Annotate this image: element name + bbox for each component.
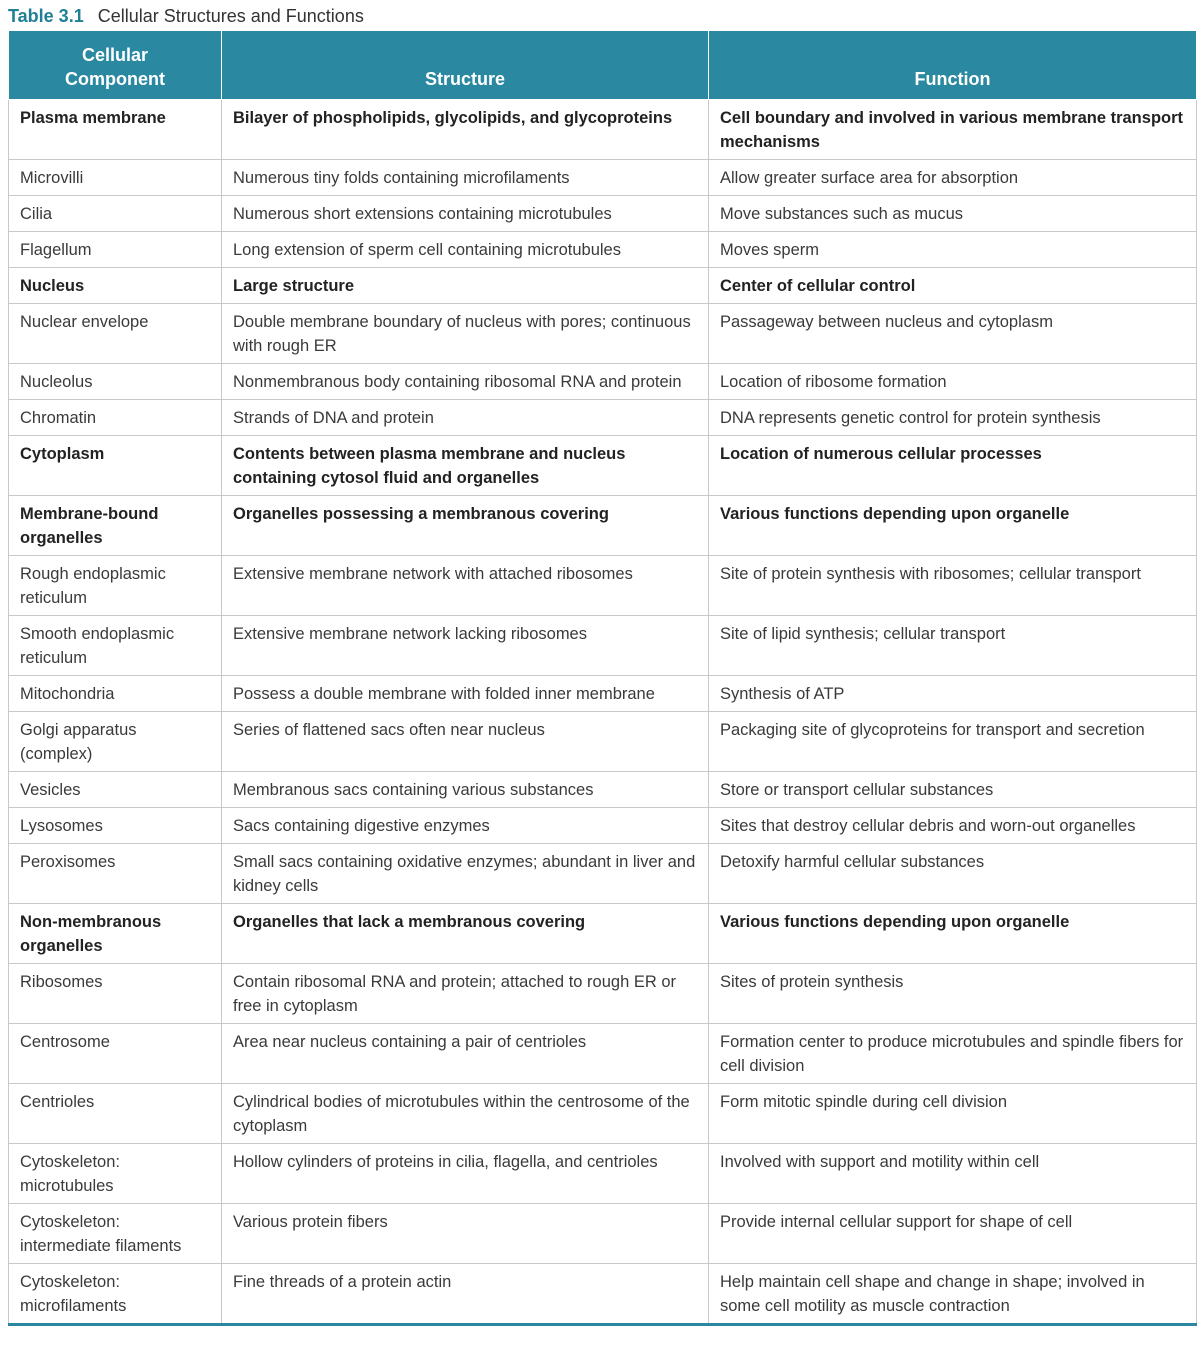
cell-structure: Extensive membrane network lacking ribosomes bbox=[222, 615, 709, 675]
cell-component: Cytoplasm bbox=[9, 435, 222, 495]
table-body bbox=[9, 99, 1197, 1324]
cell-structure: Organelles that lack a membranous covering bbox=[222, 903, 709, 963]
cell-structure: Membranous sacs containing various substances bbox=[222, 771, 709, 807]
cell-function: Formation center to produce microtubules and spindle fibers for cell division bbox=[709, 1023, 1197, 1083]
cell-component: Nucleus bbox=[9, 267, 222, 303]
cell-structure: Small sacs containing oxidative enzymes; abundant in liver and kidney cells bbox=[222, 843, 709, 903]
cell-structures-table bbox=[8, 31, 1197, 1326]
cell-function: Center of cellular control bbox=[709, 267, 1197, 303]
table-row bbox=[9, 903, 1197, 963]
cell-structure: Fine threads of a protein actin bbox=[222, 1263, 709, 1324]
cell-function: Moves sperm bbox=[709, 231, 1197, 267]
cell-component: Centrosome bbox=[9, 1023, 222, 1083]
cell-structure: Hollow cylinders of proteins in cilia, flagella, and centrioles bbox=[222, 1143, 709, 1203]
cell-structure: Possess a double membrane with folded inner membrane bbox=[222, 675, 709, 711]
table-row bbox=[9, 711, 1197, 771]
cell-component: Golgi apparatus (complex) bbox=[9, 711, 222, 771]
cell-structure: Double membrane boundary of nucleus with pores; continuous with rough ER bbox=[222, 303, 709, 363]
table-row bbox=[9, 435, 1197, 495]
cell-component: Microvilli bbox=[9, 159, 222, 195]
table-row bbox=[9, 495, 1197, 555]
cell-structure: Sacs containing digestive enzymes bbox=[222, 807, 709, 843]
cell-component: Cytoskeleton: microfilaments bbox=[9, 1263, 222, 1324]
table-row bbox=[9, 159, 1197, 195]
cell-structure: Contents between plasma membrane and nucleus containing cytosol fluid and organelles bbox=[222, 435, 709, 495]
cell-function: Various functions depending upon organelle bbox=[709, 495, 1197, 555]
cell-structure: Organelles possessing a membranous covering bbox=[222, 495, 709, 555]
header-structure: Structure bbox=[222, 31, 709, 99]
cell-function: Location of numerous cellular processes bbox=[709, 435, 1197, 495]
cell-structure: Numerous tiny folds containing microfilaments bbox=[222, 159, 709, 195]
cell-structure: Strands of DNA and protein bbox=[222, 399, 709, 435]
cell-function: Various functions depending upon organelle bbox=[709, 903, 1197, 963]
cell-structure: Numerous short extensions containing microtubules bbox=[222, 195, 709, 231]
cell-component: Cytoskeleton: intermediate filaments bbox=[9, 1203, 222, 1263]
header-function: Function bbox=[709, 31, 1197, 99]
table-row bbox=[9, 555, 1197, 615]
cell-function: Move substances such as mucus bbox=[709, 195, 1197, 231]
cell-component: Centrioles bbox=[9, 1083, 222, 1143]
table-row bbox=[9, 963, 1197, 1023]
table-row bbox=[9, 303, 1197, 363]
table-caption bbox=[8, 5, 364, 27]
cell-component: Lysosomes bbox=[9, 807, 222, 843]
cell-function: Involved with support and motility within cell bbox=[709, 1143, 1197, 1203]
cell-structure: Bilayer of phospholipids, glycolipids, and glycoproteins bbox=[222, 99, 709, 159]
cell-function: Site of lipid synthesis; cellular transport bbox=[709, 615, 1197, 675]
header-component: Cellular Component bbox=[9, 31, 222, 99]
cell-function: Help maintain cell shape and change in shape; involved in some cell motility as muscle contraction bbox=[709, 1263, 1197, 1324]
cell-component: Cytoskeleton: microtubules bbox=[9, 1143, 222, 1203]
cell-structure: Various protein fibers bbox=[222, 1203, 709, 1263]
cell-structure: Nonmembranous body containing ribosomal RNA and protein bbox=[222, 363, 709, 399]
table-row bbox=[9, 807, 1197, 843]
cell-function: Synthesis of ATP bbox=[709, 675, 1197, 711]
cell-component: Ribosomes bbox=[9, 963, 222, 1023]
cell-structure: Long extension of sperm cell containing microtubules bbox=[222, 231, 709, 267]
table-row bbox=[9, 1263, 1197, 1324]
table-row bbox=[9, 771, 1197, 807]
cell-function: Form mitotic spindle during cell division bbox=[709, 1083, 1197, 1143]
cell-component: Nucleolus bbox=[9, 363, 222, 399]
cell-component: Peroxisomes bbox=[9, 843, 222, 903]
table-header-row bbox=[9, 31, 1197, 99]
table-row bbox=[9, 267, 1197, 303]
cell-component: Plasma membrane bbox=[9, 99, 222, 159]
cell-function: DNA represents genetic control for protein synthesis bbox=[709, 399, 1197, 435]
table-row bbox=[9, 99, 1197, 159]
cell-function: Location of ribosome formation bbox=[709, 363, 1197, 399]
table-row bbox=[9, 1143, 1197, 1203]
cell-component: Smooth endoplasmic reticulum bbox=[9, 615, 222, 675]
cell-component: Flagellum bbox=[9, 231, 222, 267]
cell-function: Provide internal cellular support for shape of cell bbox=[709, 1203, 1197, 1263]
cell-structure: Series of flattened sacs often near nucleus bbox=[222, 711, 709, 771]
table-title: Cellular Structures and Functions bbox=[97, 6, 364, 26]
cell-structure: Contain ribosomal RNA and protein; attached to rough ER or free in cytoplasm bbox=[222, 963, 709, 1023]
cell-component: Rough endoplasmic reticulum bbox=[9, 555, 222, 615]
cell-component: Chromatin bbox=[9, 399, 222, 435]
cell-structure: Area near nucleus containing a pair of centrioles bbox=[222, 1023, 709, 1083]
cell-function: Sites of protein synthesis bbox=[709, 963, 1197, 1023]
cell-function: Packaging site of glycoproteins for transport and secretion bbox=[709, 711, 1197, 771]
table-row bbox=[9, 399, 1197, 435]
cell-function: Detoxify harmful cellular substances bbox=[709, 843, 1197, 903]
table-number: Table 3.1 bbox=[8, 6, 84, 26]
table-row bbox=[9, 1083, 1197, 1143]
table-row bbox=[9, 1203, 1197, 1263]
cell-structure: Cylindrical bodies of microtubules within the centrosome of the cytoplasm bbox=[222, 1083, 709, 1143]
table-row bbox=[9, 1023, 1197, 1083]
cell-function: Allow greater surface area for absorption bbox=[709, 159, 1197, 195]
table-row bbox=[9, 363, 1197, 399]
cell-function: Cell boundary and involved in various membrane transport mechanisms bbox=[709, 99, 1197, 159]
table-row bbox=[9, 195, 1197, 231]
table-row bbox=[9, 843, 1197, 903]
table-row bbox=[9, 615, 1197, 675]
cell-function: Sites that destroy cellular debris and worn-out organelles bbox=[709, 807, 1197, 843]
cell-structure: Extensive membrane network with attached ribosomes bbox=[222, 555, 709, 615]
cell-function: Passageway between nucleus and cytoplasm bbox=[709, 303, 1197, 363]
table-row bbox=[9, 675, 1197, 711]
cell-component: Vesicles bbox=[9, 771, 222, 807]
cell-component: Mitochondria bbox=[9, 675, 222, 711]
cell-component: Non-membranous organelles bbox=[9, 903, 222, 963]
cell-function: Site of protein synthesis with ribosomes; cellular transport bbox=[709, 555, 1197, 615]
cell-function: Store or transport cellular substances bbox=[709, 771, 1197, 807]
table-row bbox=[9, 231, 1197, 267]
cell-component: Nuclear envelope bbox=[9, 303, 222, 363]
cell-component: Membrane-bound organelles bbox=[9, 495, 222, 555]
cell-structure: Large structure bbox=[222, 267, 709, 303]
cell-component: Cilia bbox=[9, 195, 222, 231]
